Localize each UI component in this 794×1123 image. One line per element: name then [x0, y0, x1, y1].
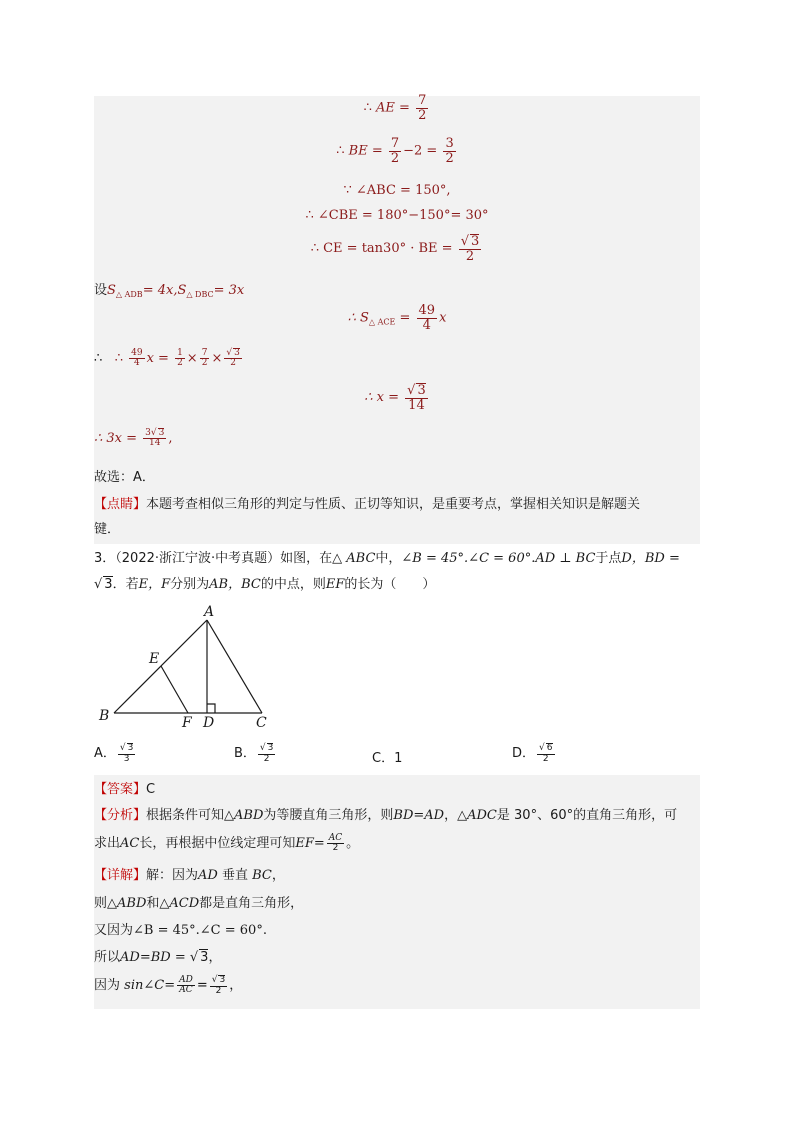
- sol-line-3x: ∴ 3x = $\frac{3√ 3}{14}$ ,: [94, 428, 173, 449]
- choose-answer: 故选：A．: [94, 470, 155, 485]
- detail-line-4: 所以AD=BD = √ 3，: [94, 950, 222, 965]
- fraction: $\frac{7}{2}$: [418, 93, 427, 123]
- question-3-line-2: √ 3．若E，F分别为AB，BC的中点，则EF的长为（ ）: [94, 577, 436, 592]
- option-b[interactable]: B． $\frac{√ 3}{2}$: [234, 743, 274, 764]
- answer-line: 【答案】C: [94, 782, 156, 797]
- analysis-line-2: 求出AC长，再根据中位线定理可知EF= $\frac{AC}{2}$ 。: [94, 832, 360, 853]
- fraction: $\frac{√ 3}{2}$: [460, 234, 480, 264]
- sol-line-equation: ∴ ∴ $\frac{49}{4}$ x = $\frac{1}{2}$ × $\frac{7}{2}$ × $\frac{√ 3}{2}$: [94, 347, 240, 369]
- fraction: $\frac{49}{4}$: [418, 303, 436, 333]
- question-3-line-1: 3．（2022·浙江宁波·中考真题）如图，在△ ABC中，∠B = 45°.∠C = 60°.AD ⊥ BC于点D，BD =: [94, 551, 680, 566]
- fraction: $\frac{3}{2}$: [445, 136, 454, 166]
- detail-line-2: 则△ABD和△ACD都是直角三角形，: [94, 896, 304, 911]
- label-f: F: [182, 715, 192, 731]
- sol-line-ce: ∴ CE = tan30° · BE = $\frac{√ 3}{2}$: [310, 234, 480, 264]
- comment-line-2: 键．: [94, 522, 121, 537]
- comment-tag: 【点睛】: [94, 497, 147, 512]
- option-d[interactable]: D． $\frac{√ 6}{2}$: [512, 743, 553, 764]
- segment-ef: [161, 666, 188, 713]
- detail-line-3: 又因为∠B = 45°.∠C = 60°.: [94, 923, 267, 938]
- sol-line-s-ace: ∴ $S_{\triangle ACE}$ = $\frac{49}{4}$ x: [347, 303, 447, 333]
- options-row: [94, 742, 700, 770]
- sol-line-angle-abc: ∵ ∠ABC = 150°,: [343, 183, 451, 198]
- option-c[interactable]: C．1: [372, 751, 403, 766]
- option-a[interactable]: A． $\frac{√ 3}{3}$: [94, 743, 134, 764]
- detail-line-5: 因为 sin∠C= $\frac{AD}{AC}$ = $\frac{√ 3}{2}$ ，: [94, 974, 243, 996]
- math-lhs: AE =: [376, 100, 410, 116]
- therefore-symbol: ∴: [363, 100, 372, 116]
- detail-line-1: 【详解】解：因为AD 垂直 BC，: [94, 868, 285, 883]
- segment-ac: [207, 620, 262, 713]
- fraction: $\frac{√ 3}{14}$: [407, 383, 426, 413]
- label-d: D: [203, 715, 215, 731]
- right-angle-mark: [207, 704, 215, 713]
- sol-line-angle-cbe: ∴ ∠CBE = 180°−150°= 30°: [305, 208, 489, 223]
- sol-line-be: ∴ BE = $\frac{7}{2}$ −2 = $\frac{3}{2}$: [336, 136, 454, 166]
- analysis-line-1: 【分析】根据条件可知△ABD为等腰直角三角形，则BD=AD，△ADC是 30°、60°的直角三角形，可: [94, 808, 678, 823]
- sol-line-let: 设$S_{\triangle ADB}= 4x,S_{\triangle DBC}= 3x$: [94, 283, 245, 299]
- label-b: B: [99, 708, 110, 724]
- comment-line-1: 【点睛】本题考查相似三角形的判定与性质、正切等知识，是重要考点，掌握相关知识是解题关: [94, 497, 641, 512]
- label-c: C: [256, 715, 267, 731]
- sol-line-x: ∴ x = $\frac{√ 3}{14}$: [364, 383, 426, 413]
- sol-line-ae: [94, 94, 700, 122]
- triangle-figure: [94, 600, 284, 735]
- segment-ab: [114, 620, 207, 713]
- label-e: E: [149, 651, 160, 667]
- label-a: A: [204, 604, 215, 620]
- fraction: $\frac{7}{2}$: [390, 136, 400, 166]
